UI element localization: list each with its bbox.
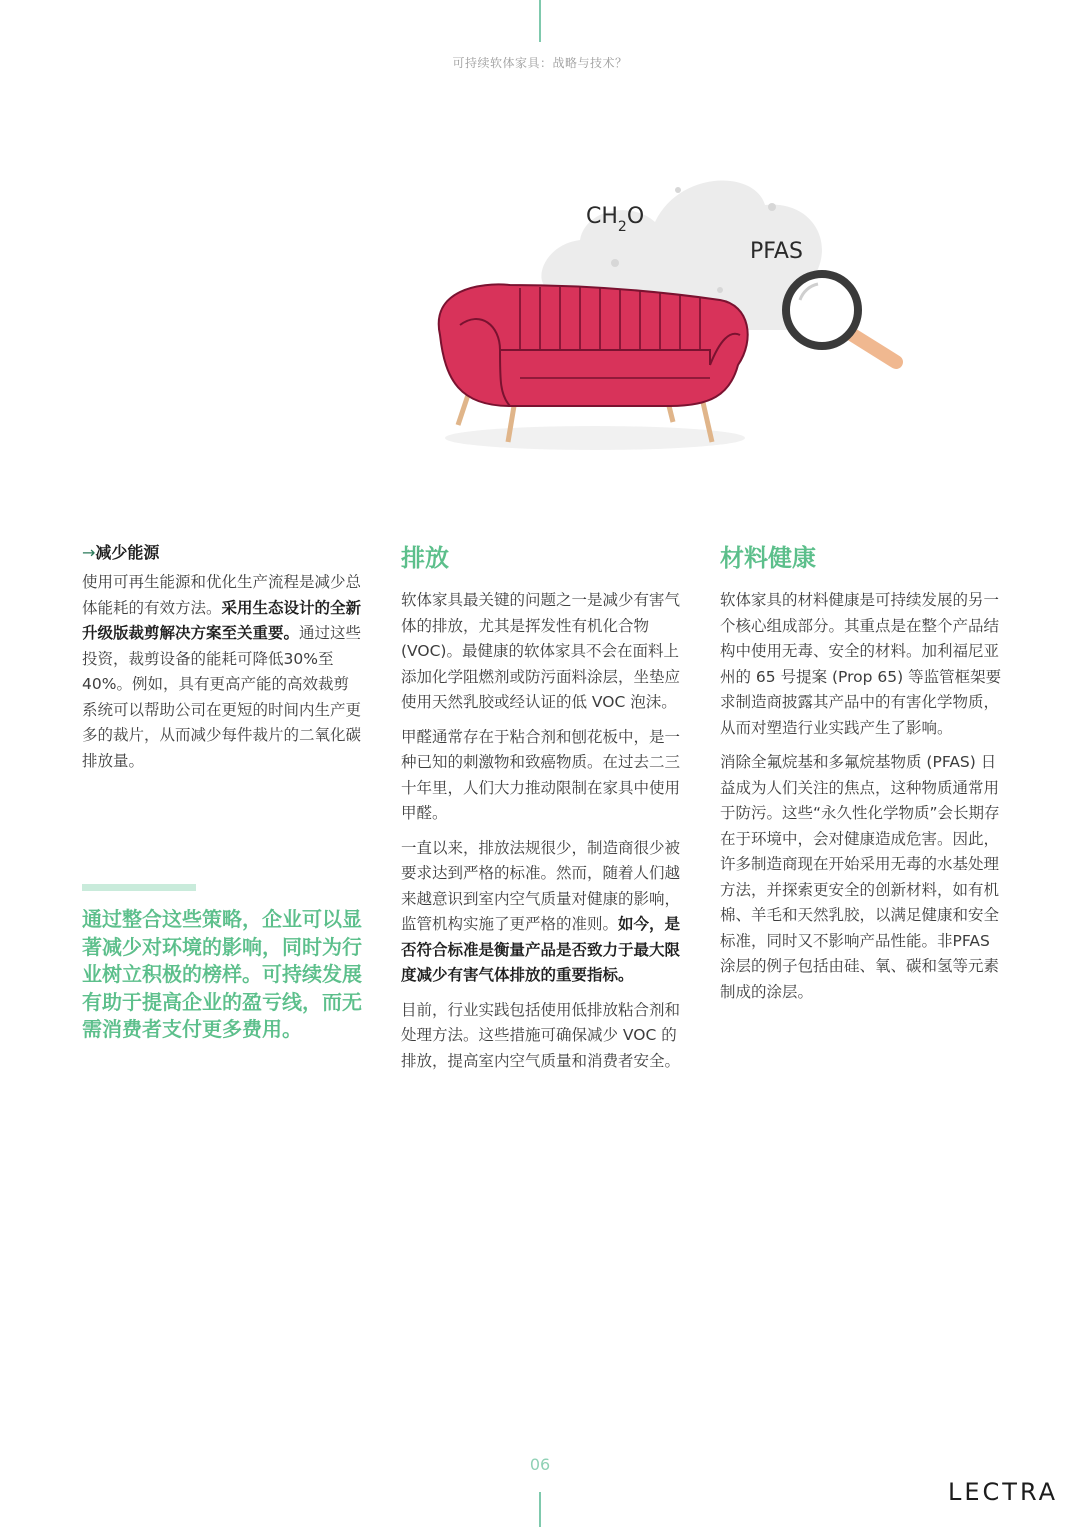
emissions-paragraph-1: 软体家具最关键的问题之一是减少有害气体的排放，尤其是挥发性有机化合物 (VOC)。最健康的软体家具不会在面料上添加化学阻燃剂或防污面料涂层，坐垫应使用天然乳胶或经认证的低 VOC 泡沫。 [401, 591, 681, 711]
energy-text-tail: 通过这些投资，裁剪设备的能耗可降低30%至40%。例如，具有更高产能的高效裁剪系统可以帮助公司在更短的时间内生产更多的裁片，从而减少每件裁片的二氧化碳排放量。 [82, 624, 362, 770]
arrow-right-icon: → [82, 543, 96, 562]
emissions-p3-normal: 一直以来，排放法规很少，制造商很少被要求达到严格的标准。然而，随着人们越来越意识到室内空气质量对健康的影响，监管机构实施了更严格的准则。 [401, 838, 681, 933]
energy-text-bold: 采用生态设计的全新升级版裁剪解决方案至关重要。 [82, 598, 362, 642]
formula-label: CH [586, 204, 618, 229]
top-divider-line [539, 0, 541, 42]
sofa-illustration [420, 150, 920, 470]
column-emissions [401, 540, 681, 1083]
sofa-icon [439, 284, 748, 450]
subhead-energy [82, 540, 364, 566]
material-health-paragraph-1: 软体家具的材料健康是可持续发展的另一个核心组成部分。其重点是在整个产品结构中使用无毒、安全的材料。加利福尼亚州的 65 号提案 (Prop 65) 等监管框架要求制造商披露其产品中的有害化学物质，从而对塑造行业实践产生了影响。 [720, 591, 1002, 737]
lectra-logo: LECTRA [948, 1478, 1059, 1506]
subhead-energy-text: 减少能源 [95, 543, 160, 562]
running-header: 可持续软体家具：战略与技术？ [452, 56, 628, 70]
material-health-paragraph-2: 消除全氟烷基和多氟烷基物质 (PFAS) 日益成为人们关注的焦点，这种物质通常用于防污。这些“永久性化学物质”会长期存在于环境中，会对健康造成危害。因此，许多制造商现在开始采用无毒的水基处理方法，并探索更安全的创新材料，如有机棉、羊毛和天然乳胶，以满足健康和安全标准，同时又不影响产品性能。非PFAS 涂层的例子包括由硅、氧、碳和氢等元素制成的涂层。 [720, 753, 1000, 1001]
formula-tail: O [626, 204, 645, 229]
emissions-title: 排放 [401, 544, 449, 572]
formula-subscript: 2 [617, 219, 627, 235]
pfas-label: PFAS [750, 239, 803, 264]
bottom-divider-line [539, 1492, 541, 1527]
energy-text-normal: 使用可再生能源和优化生产流程是减少总体能耗的有效方法。 [82, 573, 362, 617]
quote-accent-bar [82, 884, 196, 891]
energy-paragraph [82, 570, 364, 774]
emissions-p3-bold: 如今，是否符合标准是衡量产品是否致力于最大限度减少有害气体排放的重要指标。 [401, 915, 681, 984]
magnifier-icon [786, 274, 896, 362]
emissions-paragraph-3 [401, 836, 681, 989]
pull-quote: 通过整合这些策略，企业可以显著减少对环境的影响，同时为行业树立积极的榜样。可持续发展有助于提高企业的盈亏线，而无需消费者支付更多费用。 [82, 907, 362, 1041]
column-material-health [720, 540, 1002, 1014]
page-number: 06 [529, 1455, 551, 1474]
material-health-title: 材料健康 [720, 544, 816, 572]
emissions-paragraph-2: 甲醛通常存在于粘合剂和刨花板中，是一种已知的刺激物和致癌物质。在过去二三十年里，人们大力推动限制在家具中使用甲醛。 [401, 727, 681, 822]
column-energy [82, 540, 364, 783]
emissions-paragraph-4: 目前，行业实践包括使用低排放粘合剂和处理方法。这些措施可确保减少 VOC 的排放，提高室内空气质量和消费者安全。 [401, 1000, 681, 1070]
